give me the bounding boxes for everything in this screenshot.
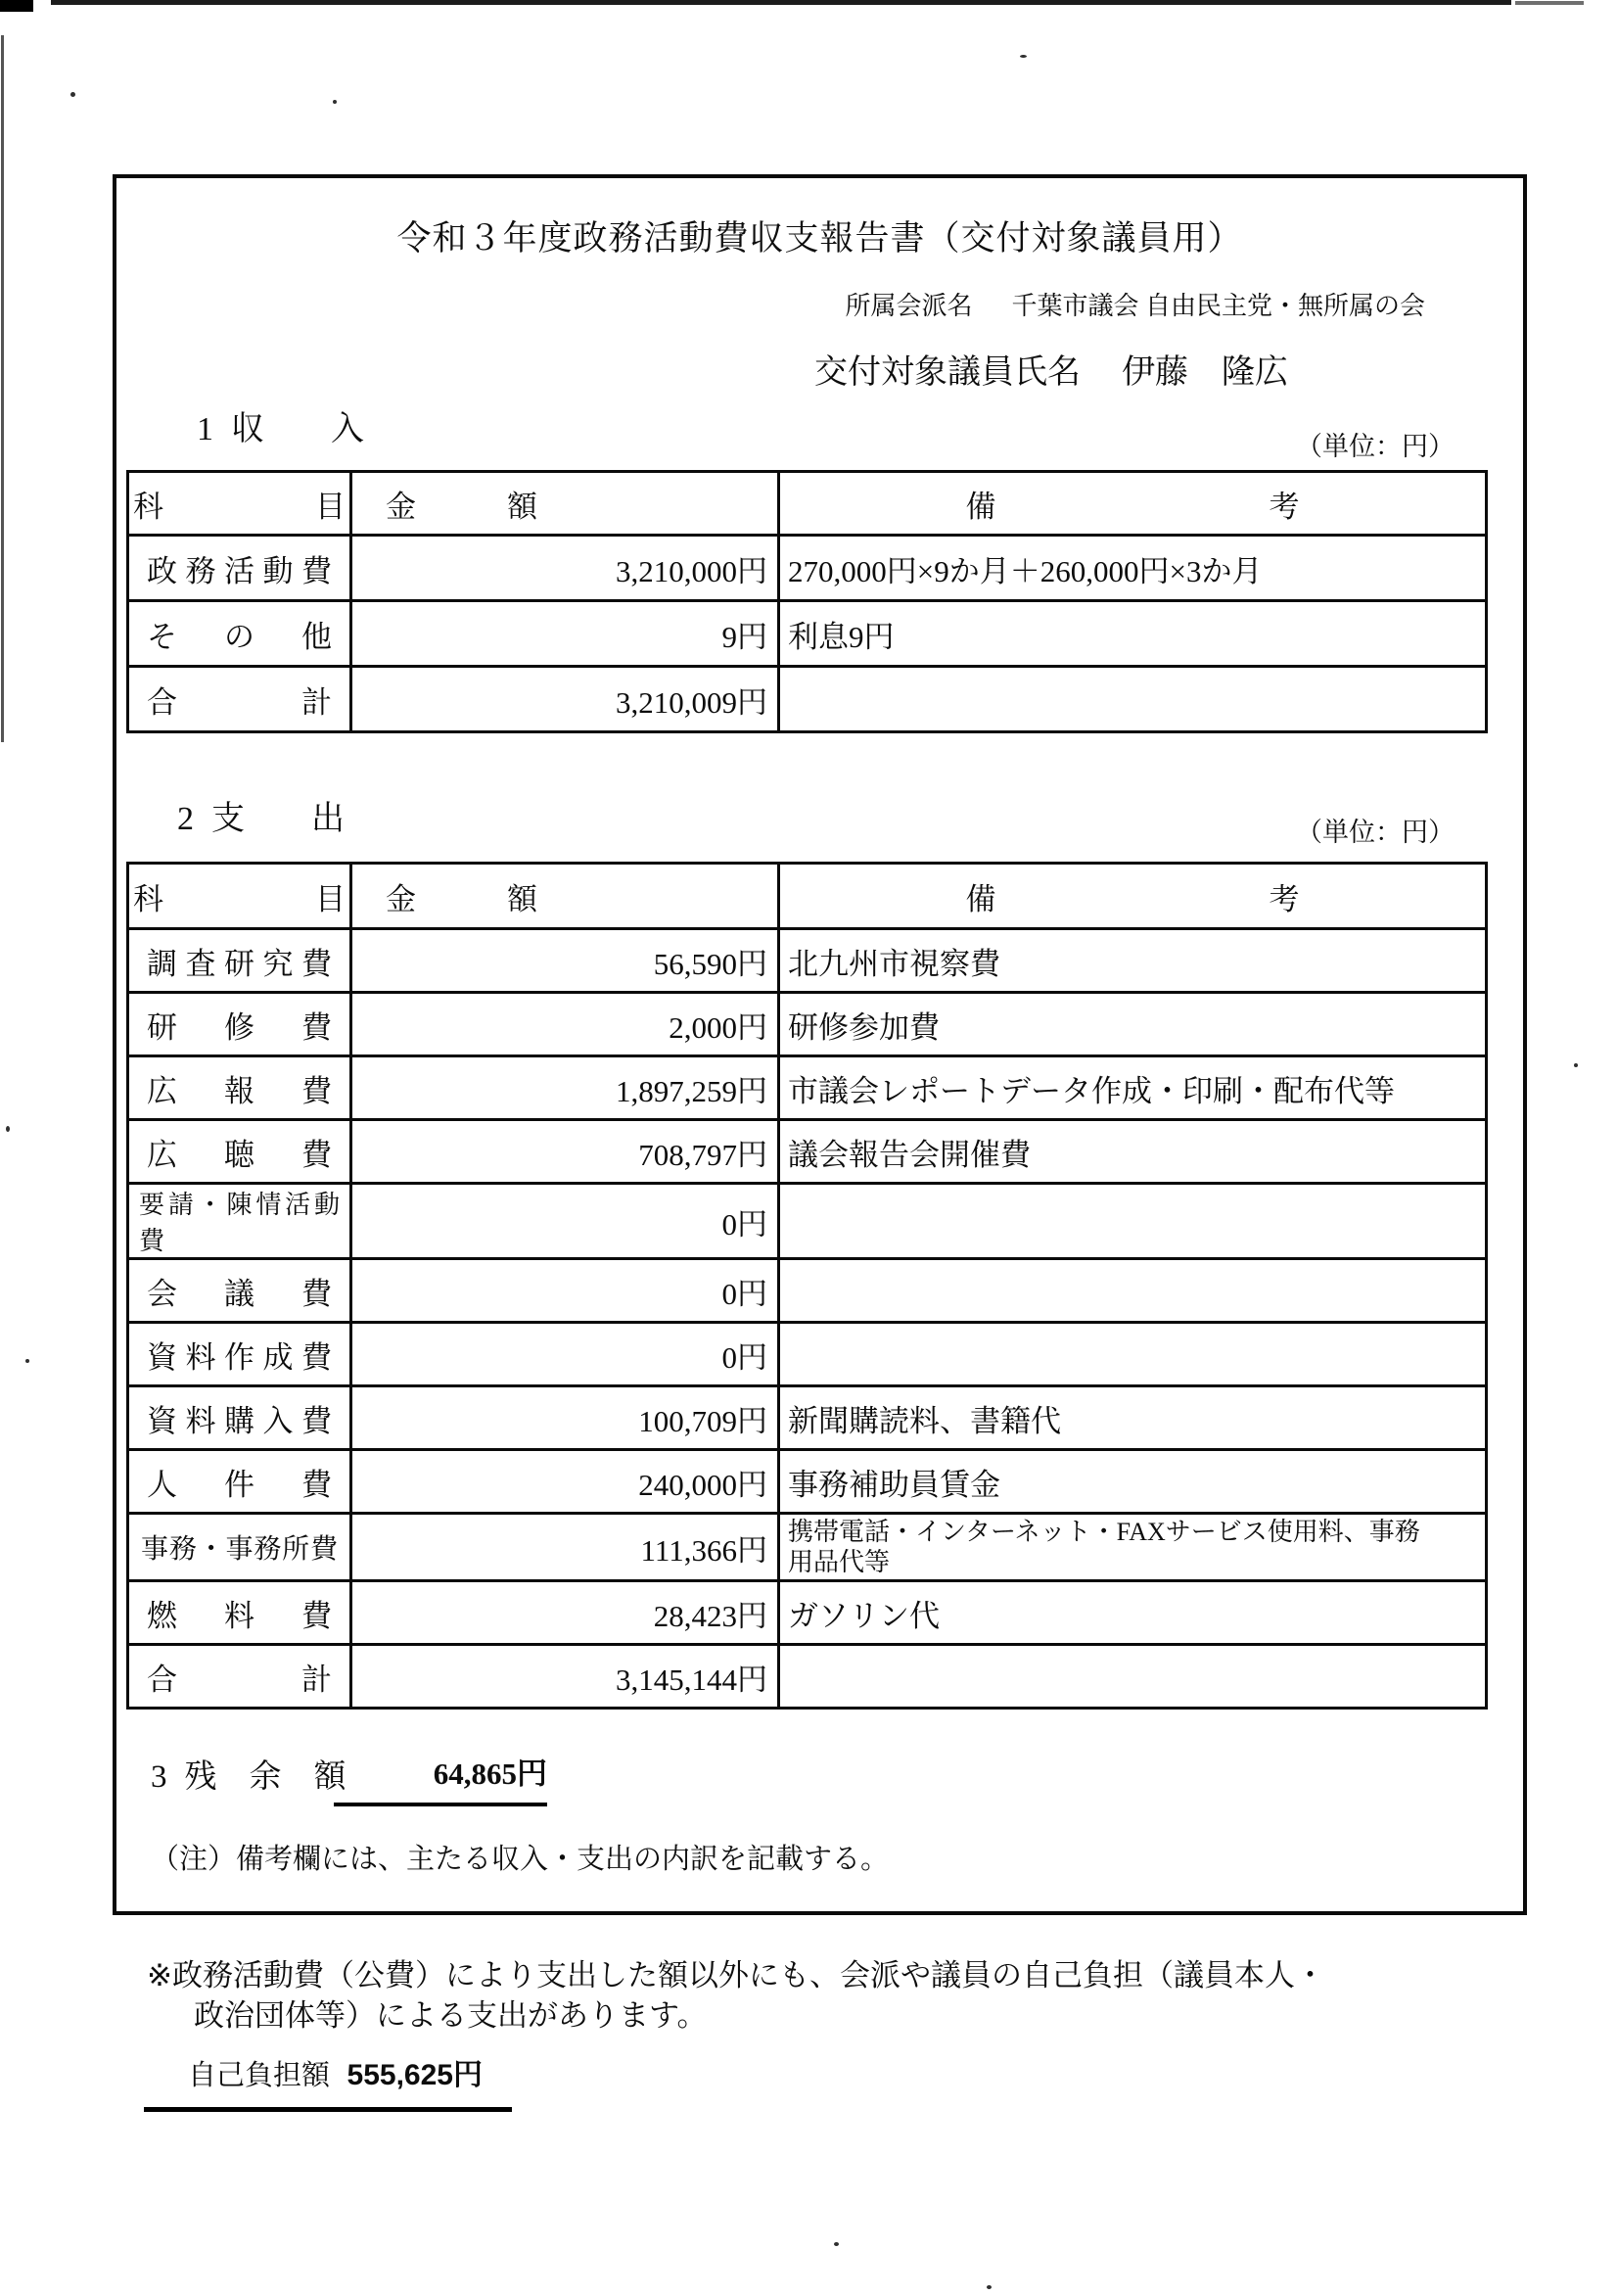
- expenditure-section-heading: [177, 791, 345, 839]
- income-item: その他: [128, 601, 351, 667]
- expenditure-amount: 56,590円: [351, 929, 779, 993]
- member-line: [814, 345, 1288, 393]
- expenditure-amount: 28,423円: [351, 1581, 779, 1645]
- income-amount: 9円: [351, 601, 779, 667]
- table-row: [128, 1450, 1487, 1514]
- report-document: [113, 174, 1527, 1915]
- table-row: [128, 993, 1487, 1056]
- expenditure-table: [126, 862, 1488, 1710]
- table-row: [128, 601, 1487, 667]
- table-row: [128, 1323, 1487, 1386]
- table-row: [128, 1386, 1487, 1450]
- expenditure-section-number: 2: [177, 801, 194, 837]
- table-row: [128, 1259, 1487, 1323]
- expenditure-amount: 3,145,144円: [351, 1645, 779, 1709]
- expenditure-amount: 708,797円: [351, 1120, 779, 1184]
- table-row: [128, 667, 1487, 732]
- expenditure-header-item: 科 目: [128, 864, 351, 929]
- self-pay-amount: 555,625円: [346, 2059, 483, 2091]
- scan-artifact: [834, 2242, 839, 2246]
- member-name-value: 伊藤 隆広: [1122, 354, 1288, 391]
- expenditure-item: 研修費: [128, 993, 351, 1056]
- income-amount: 3,210,009円: [351, 667, 779, 732]
- self-pay-line: [144, 2050, 512, 2112]
- scan-artifact: [1020, 55, 1027, 58]
- expenditure-note: 北九州市視察費: [779, 929, 1487, 993]
- expenditure-item: 広聴費: [128, 1120, 351, 1184]
- member-name-label: 交付対象議員氏名: [814, 354, 1081, 391]
- faction-line: [845, 286, 1425, 322]
- income-section-number: 1: [197, 411, 213, 447]
- expenditure-amount: 111,366円: [351, 1514, 779, 1581]
- expenditure-amount: 0円: [351, 1323, 779, 1386]
- expenditure-item: 燃料費: [128, 1581, 351, 1645]
- scan-artifact: [1574, 1063, 1578, 1067]
- expenditure-note: [779, 1259, 1487, 1323]
- expenditure-note: [779, 1645, 1487, 1709]
- remarks-note: （注）備考欄には、主たる収入・支出の内訳を記載する。: [151, 1844, 890, 1875]
- expenditure-note: 新聞購読料、書籍代: [779, 1386, 1487, 1450]
- income-note: 270,000円×9か月＋260,000円×3か月: [779, 536, 1487, 601]
- income-header-row: [128, 472, 1487, 536]
- scan-artifact: [6, 1126, 10, 1132]
- table-row: [128, 1581, 1487, 1645]
- expenditure-unit-note: （単位：円）: [1296, 818, 1455, 847]
- page-title: 令和３年度政務活動費収支報告書（交付対象議員用）: [396, 219, 1243, 258]
- income-table: [126, 470, 1488, 733]
- expenditure-amount: 100,709円: [351, 1386, 779, 1450]
- income-note: 利息9円: [779, 601, 1487, 667]
- income-header-item: 科 目: [128, 472, 351, 536]
- footnote-line1: ※政務活動費（公費）により支出した額以外にも、会派や議員の自己負担（議員本人・: [147, 1958, 1325, 1992]
- expenditure-header-row: [128, 864, 1487, 929]
- expenditure-note: 研修参加費: [779, 993, 1487, 1056]
- scan-artifact: [333, 100, 337, 104]
- expenditure-note: 市議会レポートデータ作成・印刷・配布代等: [779, 1056, 1487, 1120]
- scan-artifact: [1515, 1, 1584, 5]
- expenditure-item: 調査研究費: [128, 929, 351, 993]
- income-note: [779, 667, 1487, 732]
- scan-artifact: [51, 0, 1511, 5]
- expenditure-item: 事務・事務所費: [128, 1514, 351, 1581]
- table-row: [128, 536, 1487, 601]
- faction-label: 所属会派名: [845, 292, 973, 320]
- income-section-title: 収 入: [231, 411, 364, 447]
- balance-amount: 64,865円: [334, 1749, 547, 1806]
- table-row: [128, 1645, 1487, 1709]
- balance-section: [151, 1751, 777, 1819]
- table-row: [128, 1514, 1487, 1581]
- expenditure-item: 会議費: [128, 1259, 351, 1323]
- self-pay-label: 自己負担額: [188, 2060, 331, 2091]
- expenditure-note: ガソリン代: [779, 1581, 1487, 1645]
- footnote-line2: 政治団体等）による支出があります。: [194, 1997, 708, 2033]
- scan-artifact: [70, 92, 75, 97]
- scan-artifact: [1, 35, 4, 742]
- faction-value: 千葉市議会 自由民主党・無所属の会: [1011, 292, 1425, 320]
- expenditure-item: 資料購入費: [128, 1386, 351, 1450]
- table-row: [128, 1120, 1487, 1184]
- scan-artifact: [25, 1359, 29, 1363]
- expenditure-amount: 1,897,259円: [351, 1056, 779, 1120]
- expenditure-item: 要請・陳情活動費: [128, 1184, 351, 1259]
- expenditure-note: 携帯電話・インターネット・FAXサービス使用料、事務用品代等: [779, 1514, 1487, 1581]
- income-section-heading: [197, 401, 364, 449]
- balance-section-number: 3: [151, 1759, 167, 1795]
- expenditure-note: [779, 1323, 1487, 1386]
- income-item: 合計: [128, 667, 351, 732]
- expenditure-header-note: 備 考: [779, 864, 1487, 929]
- expenditure-amount: 0円: [351, 1184, 779, 1259]
- table-row: [128, 1184, 1487, 1259]
- table-row: [128, 929, 1487, 993]
- scan-artifact: [987, 2285, 992, 2289]
- income-unit-note: （単位：円）: [1296, 432, 1455, 461]
- balance-label: 残 余 額: [184, 1759, 346, 1795]
- expenditure-amount: 240,000円: [351, 1450, 779, 1514]
- income-item: 政務活動費: [128, 536, 351, 601]
- expenditure-item: 広報費: [128, 1056, 351, 1120]
- expenditure-note: 事務補助員賃金: [779, 1450, 1487, 1514]
- income-header-note: 備 考: [779, 472, 1487, 536]
- expenditure-item: 資料作成費: [128, 1323, 351, 1386]
- expenditure-amount: 2,000円: [351, 993, 779, 1056]
- expenditure-note: 議会報告会開催費: [779, 1120, 1487, 1184]
- expenditure-section-title: 支 出: [211, 801, 345, 837]
- income-amount: 3,210,000円: [351, 536, 779, 601]
- expenditure-amount: 0円: [351, 1259, 779, 1323]
- table-row: [128, 1056, 1487, 1120]
- self-pay-footnote: [147, 1956, 1547, 2037]
- scan-artifact: [0, 0, 33, 12]
- income-header-amount: 金 額: [351, 472, 779, 536]
- expenditure-item: 合計: [128, 1645, 351, 1709]
- expenditure-item: 人件費: [128, 1450, 351, 1514]
- expenditure-note: [779, 1184, 1487, 1259]
- expenditure-header-amount: 金 額: [351, 864, 779, 929]
